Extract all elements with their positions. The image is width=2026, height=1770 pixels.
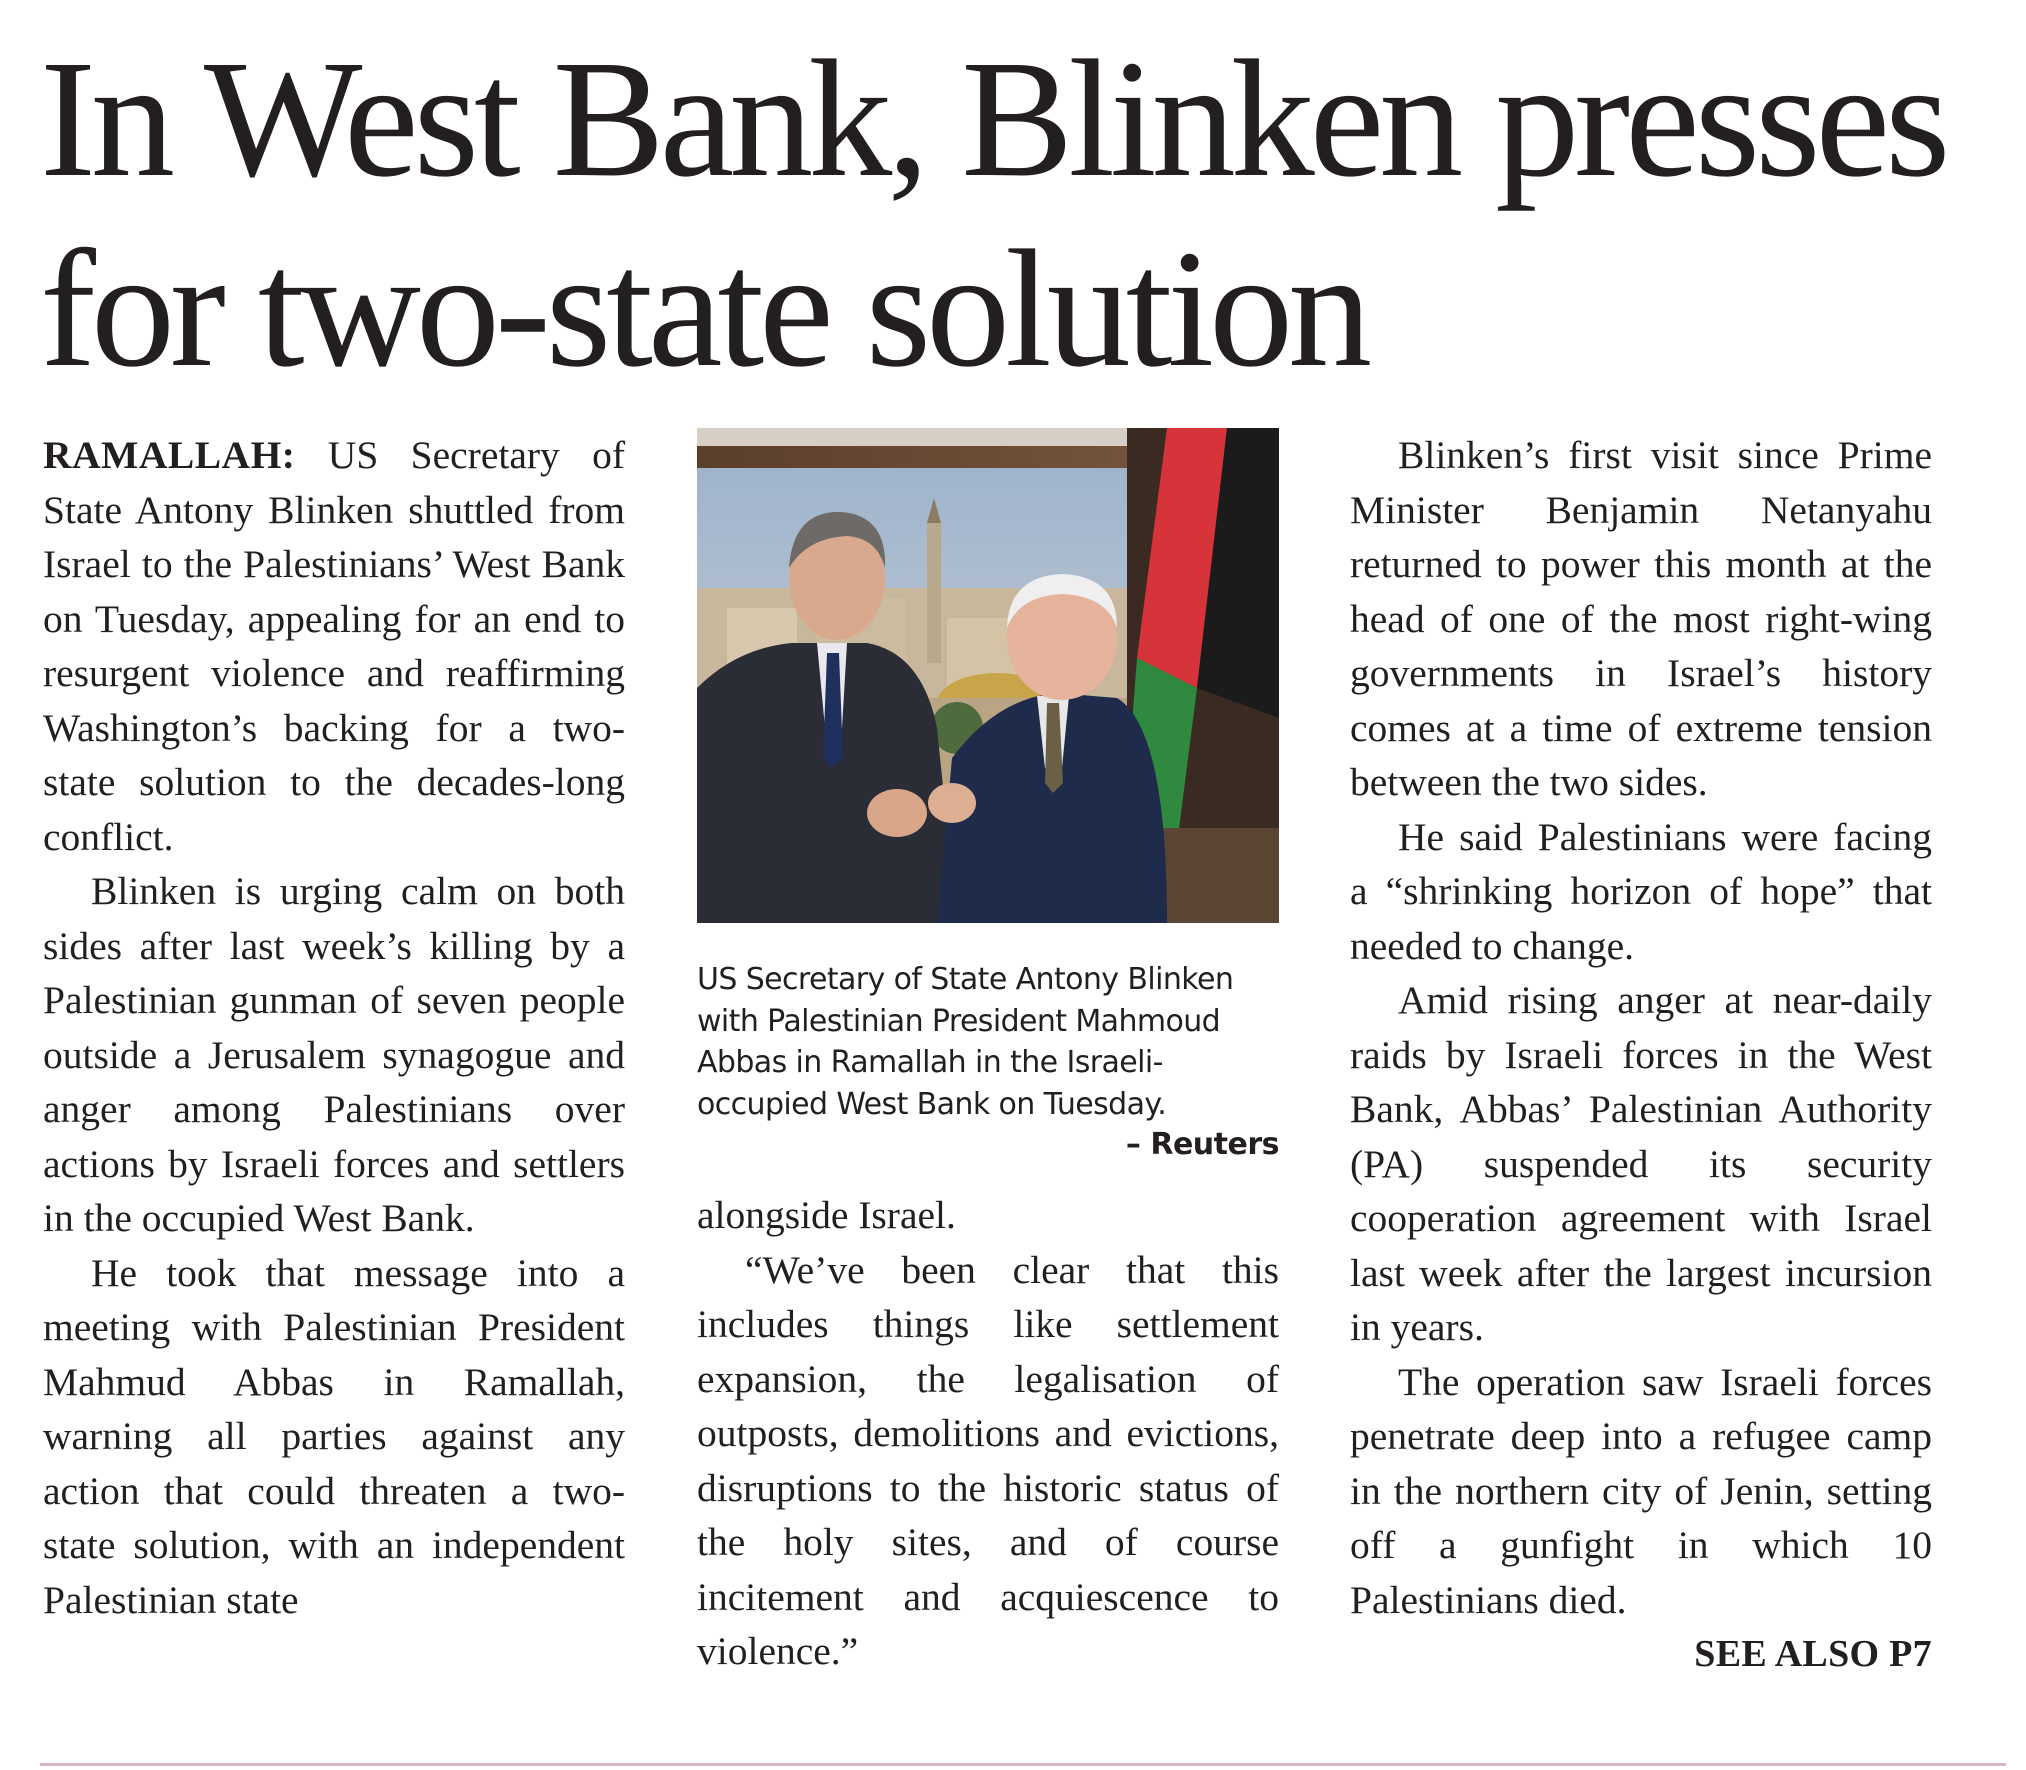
paragraph-5: Blinken’s first visit since Prime Minister Benjamin Netanyahu returned to power this month at the head of one of the most right-wing governments in Israel’s history comes at a time of extreme tension between the two sides. xyxy=(1350,433,1932,804)
dateline: RAMALLAH: xyxy=(43,433,296,477)
lead-paragraph xyxy=(43,428,625,864)
paragraph-7: Amid rising anger at near-daily raids by Israeli forces in the West Bank, Abbas’ Palestinian Authority (PA) suspended its security cooperation agreement with Israel last week after the largest incursion in years. xyxy=(1350,978,1932,1349)
lead-text: US Secretary of State Antony Blinken shuttled from Israel to the Palestinians’ West Bank on Tuesday, appealing for an end to resurgent violence and reaffirming Washington’s backing for a two-state solution to the decades-long conflict. xyxy=(43,433,625,859)
headline xyxy=(40,24,1980,404)
photo-credit: – Reuters xyxy=(1125,1127,1279,1162)
article-column-3 xyxy=(1350,428,1932,1682)
article-column-1 xyxy=(43,428,625,1627)
paragraph-2: Blinken is urging calm on both sides after last week’s killing by a Palestinian gunman of seven people outside a Jerusalem synagogue and anger among Palestinians over actions by Israeli forces and settlers in the occupied West Bank. xyxy=(43,869,625,1240)
photo-caption: US Secretary of State Antony Blinken with Palestinian President Mahmoud Abbas in Ramallah in the Israeli-occupied West Bank on Tuesday. xyxy=(697,962,1234,1122)
paragraph-4: “We’ve been clear that this includes things like settlement expansion, the legalisation of outposts, demolitions and evictions, disruptions to the historic status of the holy sites, and of course incitement and acquiescence to violence.” xyxy=(697,1247,1279,1673)
photo-illustration xyxy=(697,428,1279,923)
paragraph-3: He took that message into a meeting with Palestinian President Mahmud Abbas in Ramallah, warning all parties against any action that could threaten a two-state solution, with an independent Palestinian state xyxy=(43,1250,625,1622)
paragraph-8: The operation saw Israeli forces penetrate deep into a refugee camp in the northern city of Jenin, setting off a gunfight in which 10 Palestinians died. xyxy=(1350,1359,1932,1622)
see-also-reference[interactable]: SEE ALSO P7 xyxy=(1694,1633,1932,1675)
article-column-2 xyxy=(697,428,1279,1679)
paragraph-3-continued: alongside Israel. xyxy=(697,1193,956,1237)
news-photo xyxy=(697,428,1279,923)
paragraph-6: He said Palestinians were facing a “shrinking horizon of hope” that needed to change. xyxy=(1350,814,1932,968)
headline-line-2: for two-state solution xyxy=(40,216,1368,402)
headline-line-1: In West Bank, Blinken presses xyxy=(40,26,1946,212)
bottom-rule xyxy=(40,1763,2006,1766)
